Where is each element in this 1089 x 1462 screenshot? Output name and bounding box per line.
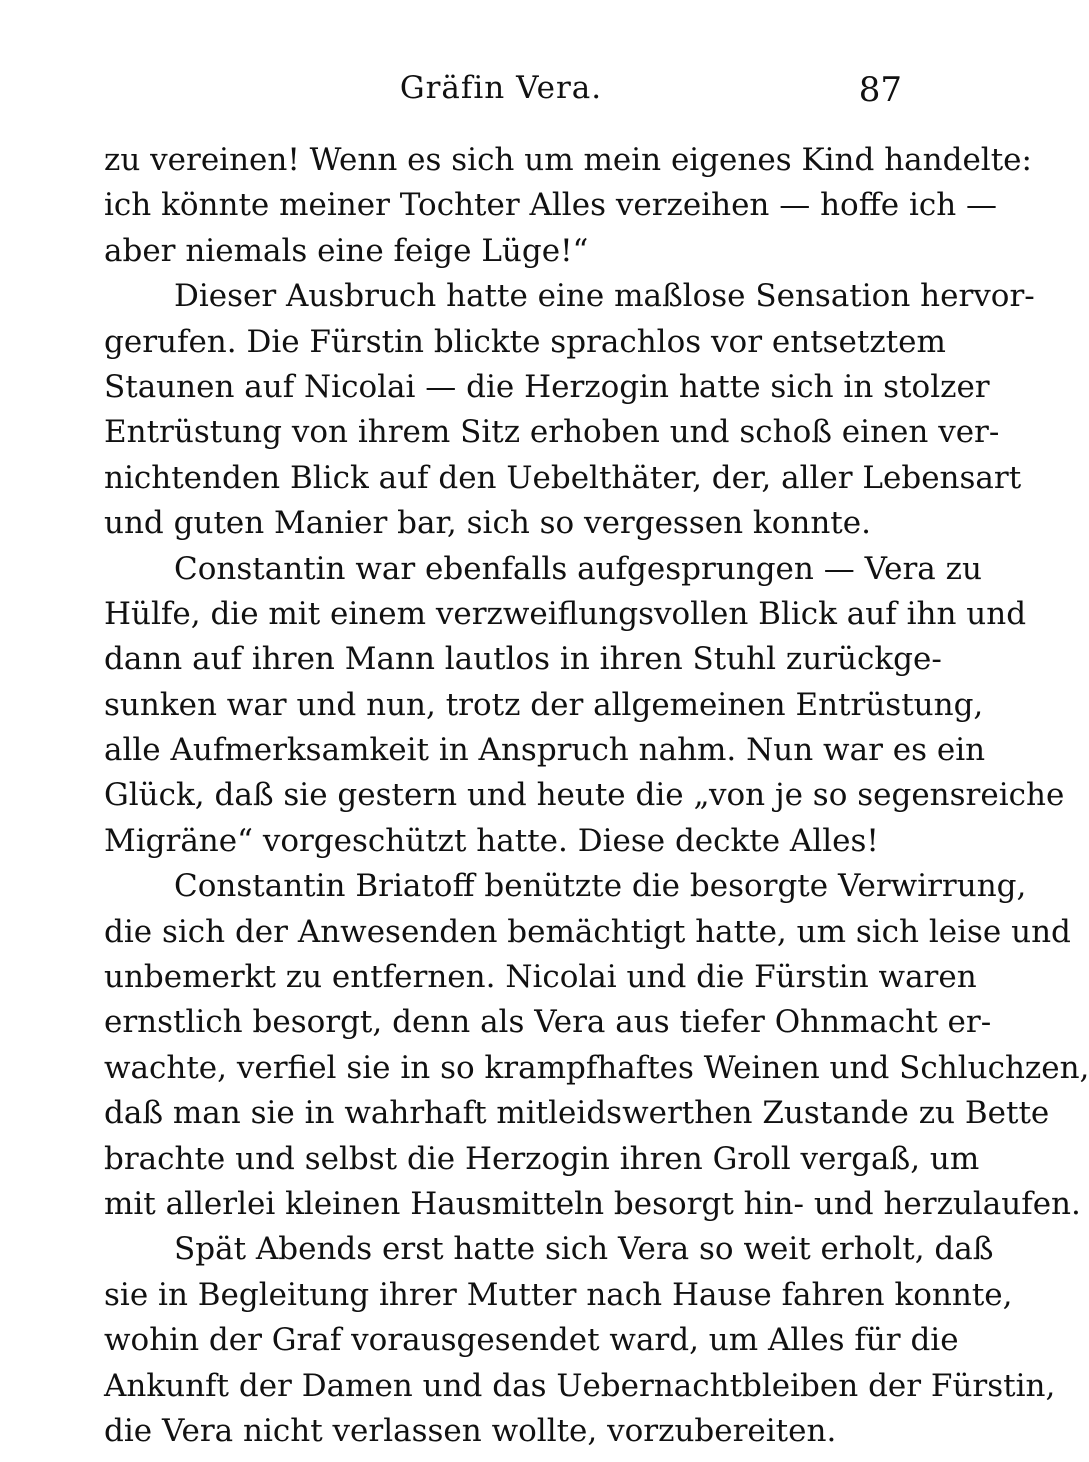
text-line: ernstlich besorgt, denn als Vera aus tiefer Ohnmacht er- [104,1004,992,1041]
text-line: Staunen auf Nicolai — die Herzogin hatte sich in stolzer [104,368,990,405]
body-text [104,138,1089,1454]
text-line: nichtenden Blick auf den Uebelthäter, der, aller Lebensart [104,459,1022,496]
running-head [100,70,902,120]
text-line: Constantin Briatoff benützte die besorgte Verwirrung, [174,868,1027,905]
text-line: aber niemals eine feige Lüge!“ [104,232,589,269]
text-line: mit allerlei kleinen Hausmitteln besorgt hin- und herzulaufen. [104,1185,1081,1222]
text-line: die sich der Anwesenden bemächtigt hatte, um sich leise und [104,913,1071,950]
text-line: Spät Abends erst hatte sich Vera so weit erholt, daß [174,1231,994,1268]
page-number: 87 [858,70,902,110]
text-line: ich könnte meiner Tochter Alles verzeihen — hoffe ich — [104,187,998,224]
text-line: Entrüstung von ihrem Sitz erhoben und schoß einen ver- [104,414,1000,451]
text-line: Constantin war ebenfalls aufgesprungen — Vera zu [174,550,982,587]
text-line: Ankunft der Damen und das Uebernachtbleiben der Fürstin, [104,1367,1056,1404]
text-line: Hülfe, die mit einem verzweiflungsvollen Blick auf ihn und [104,595,1027,632]
text-line: und guten Manier bar, sich so vergessen konnte. [104,505,871,542]
text-line: wohin der Graf vorausgesendet ward, um Alles für die [104,1322,959,1359]
text-line: sie in Begleitung ihrer Mutter nach Hause fahren konnte, [104,1276,1013,1313]
text-line: Migräne“ vorgeschützt hatte. Diese deckte Alles! [104,822,879,859]
text-line: sunken war und nun, trotz der allgemeinen Entrüstung, [104,686,984,723]
text-line: dann auf ihren Mann lautlos in ihren Stuhl zurückge- [104,641,942,678]
text-line: alle Aufmerksamkeit in Anspruch nahm. Nun war es ein [104,732,986,769]
text-line: daß man sie in wahrhaft mitleidswerthen Zustande zu Bette [104,1095,1050,1132]
running-title: Gräfin Vera. [399,70,603,106]
text-line: wachte, verfiel sie in so krampfhaftes Weinen und Schluchzen, [104,1049,1089,1086]
text-line: brachte und selbst die Herzogin ihren Groll vergaß, um [104,1140,980,1177]
text-line: gerufen. Die Fürstin blickte sprachlos vor entsetztem [104,323,946,360]
text-line: zu vereinen! Wenn es sich um mein eigenes Kind handelte: [104,142,1032,178]
text-line: Glück, daß sie gestern und heute die „von je so segensreiche [104,777,1065,814]
text-line: die Vera nicht verlassen wollte, vorzubereiten. [104,1412,837,1449]
text-line: Dieser Ausbruch hatte eine maßlose Sensation hervor- [174,278,1035,315]
text-line: unbemerkt zu entfernen. Nicolai und die Fürstin waren [104,959,977,996]
